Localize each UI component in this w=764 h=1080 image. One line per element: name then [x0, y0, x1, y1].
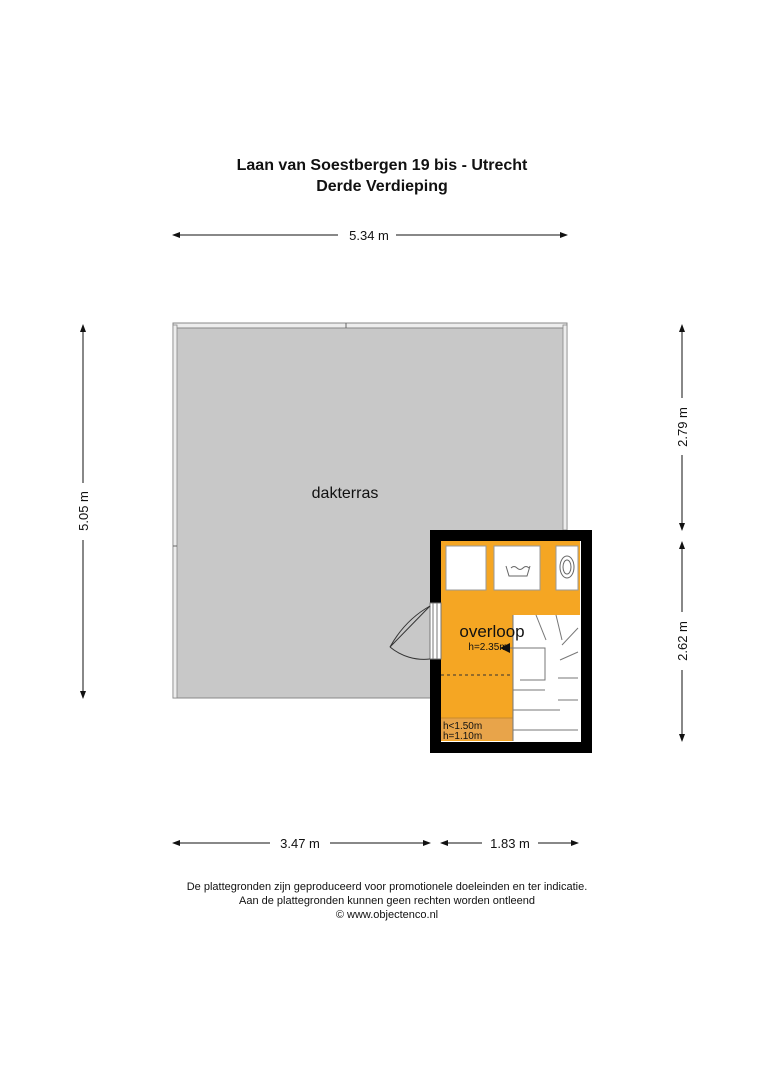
- disclaimer: [0, 880, 764, 922]
- dimension-bottom-right-label: 1.83 m: [490, 836, 530, 851]
- low-height-2: h=1.10m: [443, 731, 483, 742]
- dimension-top-label: 5.34 m: [349, 228, 389, 243]
- plan-title: Laan van Soestbergen 19 bis - Utrecht: [236, 157, 528, 174]
- dimension-bottom-left: [173, 836, 430, 851]
- landing-height: h=2.35m: [468, 642, 508, 653]
- dimension-bottom-right: [441, 836, 578, 851]
- fixtures: [446, 546, 578, 590]
- low-height-1: h<1.50m: [443, 721, 483, 732]
- dimension-left-label: 5.05 m: [76, 491, 91, 531]
- dimension-right-upper: [675, 325, 690, 530]
- landing-label: overloop: [459, 622, 525, 641]
- dimension-top: [173, 228, 567, 243]
- dimension-right-lower: [675, 542, 690, 741]
- dimension-left: [76, 325, 91, 698]
- disclaimer-line-3: © www.objectenco.nl: [335, 909, 439, 921]
- terrace-label: dakterras: [311, 485, 379, 502]
- disclaimer-line-1: De plattegronden zijn geproduceerd voor promotionele doeleinden en ter indicatie.: [186, 881, 588, 893]
- dimension-bottom-left-label: 3.47 m: [280, 836, 320, 851]
- disclaimer-line-2: Aan de plattegronden kunnen geen rechten worden ontleend: [238, 895, 535, 907]
- floor-title: Derde Verdieping: [316, 178, 448, 195]
- dimension-right-lower-label: 2.62 m: [675, 621, 690, 661]
- dimension-right-upper-label: 2.79 m: [675, 407, 690, 447]
